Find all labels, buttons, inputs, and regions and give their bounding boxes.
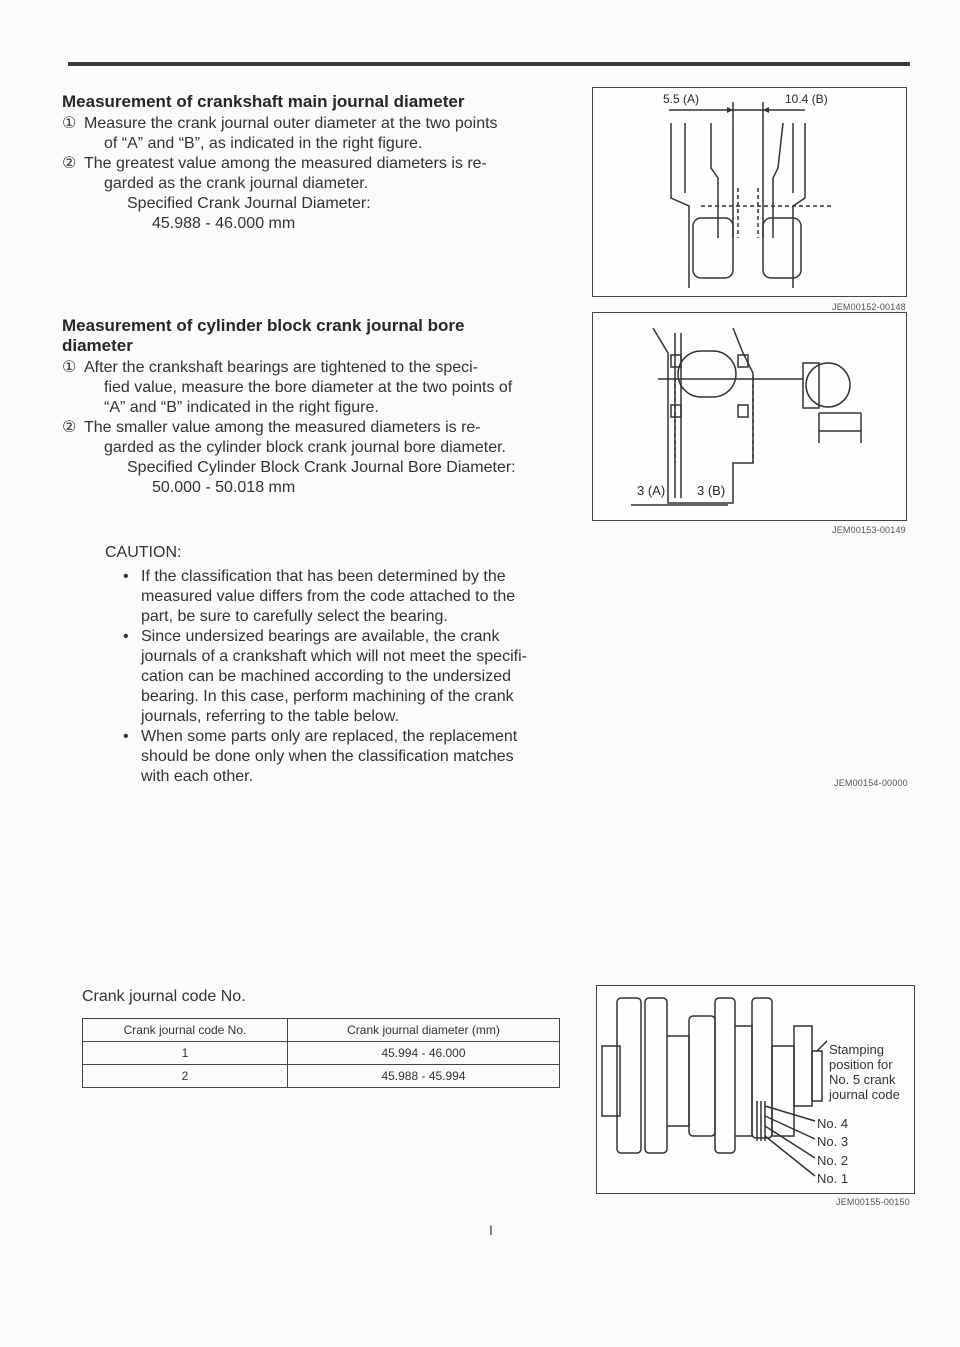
caution-line: measured value differs from the code attached to the	[141, 588, 516, 605]
crankshaft-journal-diagram	[593, 88, 906, 296]
figure-bore-measure	[592, 312, 907, 521]
section-bore-diameter	[62, 316, 572, 498]
step-text: Measure the crank journal outer diameter at the two points	[84, 115, 498, 132]
caution-line: journals, referring to the table below.	[141, 708, 399, 725]
table-header: Crank journal diameter (mm)	[288, 1019, 560, 1042]
label-b: 3 (B)	[697, 483, 726, 498]
spec-value: 50.000 - 50.018 mm	[152, 479, 296, 496]
table-cell: 45.994 - 46.000	[288, 1042, 560, 1065]
table-row	[83, 1042, 560, 1065]
journal-no-3: No. 3	[817, 1134, 849, 1149]
table-cell: 2	[83, 1065, 288, 1088]
caution-list	[105, 567, 565, 787]
caution-line: cation can be machined according to the undersized	[141, 668, 512, 685]
step-2	[62, 154, 572, 174]
section-crankshaft-journal	[62, 92, 572, 234]
crank-code-table	[82, 1018, 560, 1088]
step-1	[62, 358, 572, 378]
caution-line: • Since undersized bearings are available, the crank	[141, 628, 500, 645]
caution-line: with each other.	[141, 768, 254, 785]
step-number: ②	[62, 155, 77, 172]
table-cell: 1	[83, 1042, 288, 1065]
page-number: I	[489, 1222, 493, 1238]
caution-line: • When some parts only are replaced, the replacement	[141, 728, 518, 745]
journal-no-4: No. 4	[817, 1116, 849, 1131]
step-text-cont: fied value, measure the bore diameter at the two points of	[104, 379, 513, 396]
caution-line: bearing. In this case, perform machining of the crank	[141, 688, 514, 705]
caution-item	[123, 627, 565, 727]
label-a: 5.5 (A)	[663, 92, 700, 106]
figure-stamping-position	[596, 985, 915, 1194]
callout-line: Stamping	[829, 1042, 884, 1057]
table-cell: 45.988 - 45.994	[288, 1065, 560, 1088]
section-title: Measurement of crankshaft main journal diameter	[62, 92, 465, 111]
figure-code: JEM00152-00148	[832, 302, 906, 312]
section-title: Measurement of cylinder block crank journal bore	[62, 316, 465, 335]
step-text: The greatest value among the measured diameters is re-	[84, 155, 487, 172]
callout-line: No. 5 crank	[829, 1072, 896, 1087]
stamping-callout	[829, 1042, 900, 1102]
section-title-cont: diameter	[62, 336, 133, 355]
label-b: 10.4 (B)	[785, 92, 828, 106]
step-text-cont: garded as the cylinder block crank journal bore diameter.	[104, 439, 506, 456]
step-number: ①	[62, 115, 77, 132]
label-a: 3 (A)	[637, 483, 666, 498]
crank-code-title: Crank journal code No.	[82, 988, 246, 1005]
caution-item	[123, 727, 565, 787]
step-text-cont: “A” and “B” indicated in the right figure.	[104, 399, 379, 416]
caution-line: should be done only when the classification matches	[141, 748, 514, 765]
caution-title: CAUTION:	[105, 544, 182, 561]
step-number: ①	[62, 359, 77, 376]
top-rule	[68, 62, 910, 66]
spec-label: Specified Crank Journal Diameter:	[127, 195, 371, 212]
caution-box	[105, 543, 565, 787]
figure-code: JEM00155-00150	[836, 1197, 910, 1207]
step-2	[62, 418, 572, 438]
caution-line: • If the classification that has been determined by the	[141, 568, 506, 585]
step-1	[62, 114, 572, 134]
step-text-cont: of “A” and “B”, as indicated in the right figure.	[104, 135, 423, 152]
step-text-cont: garded as the crank journal diameter.	[104, 175, 369, 192]
spec-label: Specified Cylinder Block Crank Journal Bore Diameter:	[127, 459, 516, 476]
table-header: Crank journal code No.	[83, 1019, 288, 1042]
table-row	[83, 1065, 560, 1088]
journal-no-2: No. 2	[817, 1153, 849, 1168]
step-text: The smaller value among the measured diameters is re-	[84, 419, 481, 436]
caution-line: part, be sure to carefully select the bearing.	[141, 608, 448, 625]
figure-journal-measure	[592, 87, 907, 297]
table-header-row	[83, 1019, 560, 1042]
callout-line: position for	[829, 1057, 893, 1072]
journal-no-1: No. 1	[817, 1171, 849, 1186]
step-text: After the crankshaft bearings are tightened to the speci-	[84, 359, 479, 376]
caution-item	[123, 567, 565, 627]
caution-code: JEM00154-00000	[834, 778, 908, 788]
caution-line: journals of a crankshaft which will not meet the specifi-	[141, 648, 527, 665]
spec-value: 45.988 - 46.000 mm	[152, 215, 296, 232]
callout-line: journal code	[829, 1087, 900, 1102]
figure-code: JEM00153-00149	[832, 525, 906, 535]
step-number: ②	[62, 419, 77, 436]
